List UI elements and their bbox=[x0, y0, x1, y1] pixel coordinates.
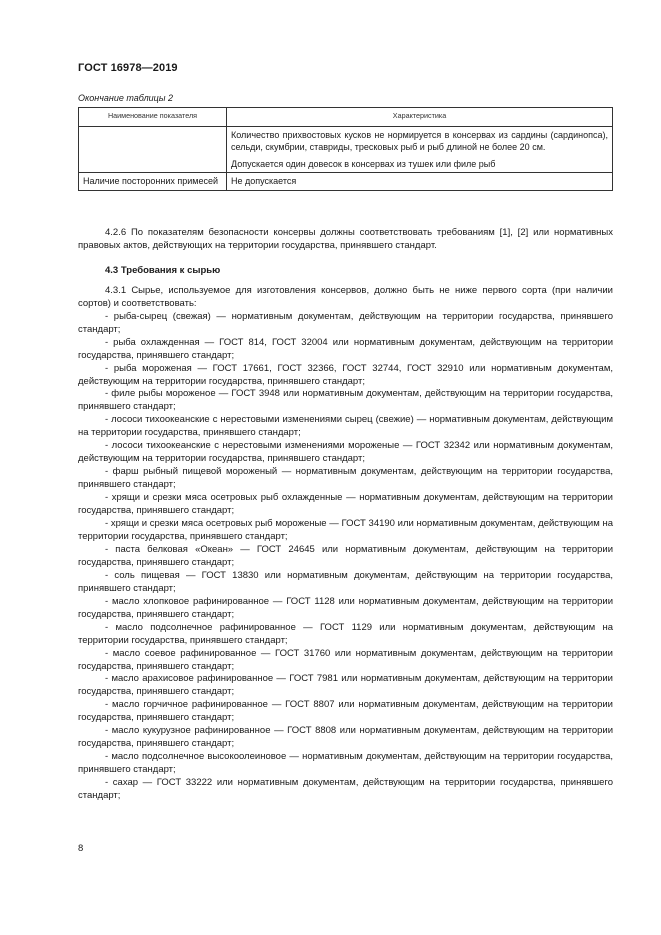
paragraph-4-3-1: 4.3.1 Сырье, используемое для изготовления консервов, должно быть не ниже первого сорта (при наличии сортов) и соответствовать: bbox=[78, 284, 613, 309]
list-item: - рыба охлажденная — ГОСТ 814, ГОСТ 32004 или нормативным документам, действующим на территории государства, принявшего стандарт; bbox=[78, 336, 613, 361]
list-item: - сахар — ГОСТ 33222 или нормативным документам, действующим на территории государства, принявшего стандарт; bbox=[78, 777, 613, 802]
page-number: 8 bbox=[78, 843, 84, 854]
table-cell-name: Наличие посторонних примесей bbox=[79, 173, 227, 191]
list-item: - масло горчичное рафинированное — ГОСТ 8807 или нормативным документам, действующим на территории государства, принявшего стандарт; bbox=[78, 699, 613, 724]
list-item: - масло подсолнечное высокоолеиновое — нормативным документам, действующим на территории государства, принявшего стандарт; bbox=[78, 751, 613, 776]
cell-paragraph: Количество прихвостовых кусков не нормируется в консервах из сардины (сардинопса), сельди, скумбрии, ставриды, тресковых рыб и рыб длиной не более 20 см. bbox=[231, 129, 608, 153]
spec-table bbox=[78, 107, 613, 191]
table-header-row bbox=[79, 108, 613, 127]
cell-paragraph: Не допускается bbox=[231, 176, 297, 187]
list-item: - паста белковая «Океан» — ГОСТ 24645 или нормативным документам, действующим на территории государства, принявшего стандарт; bbox=[78, 543, 613, 568]
list-item: - масло подсолнечное рафинированное — ГОСТ 1129 или нормативным документам, действующим на территории государства, принявшего стандарт; bbox=[78, 621, 613, 646]
column-header-characteristic: Характеристика bbox=[227, 108, 613, 127]
body-text bbox=[78, 227, 613, 803]
column-header-name: Наименование показателя bbox=[79, 108, 227, 127]
list-item: - соль пищевая — ГОСТ 13830 или нормативным документам, действующим на территории государства, принявшего стандарт; bbox=[78, 569, 613, 594]
list-item: - масло соевое рафинированное — ГОСТ 31760 или нормативным документам, действующим на территории государства, принявшего стандарт; bbox=[78, 647, 613, 672]
table-row bbox=[79, 126, 613, 173]
table-caption: Окончание таблицы 2 bbox=[78, 93, 173, 103]
list-item: - лососи тихоокеанские с нерестовыми изменениями мороженые — ГОСТ 32342 или нормативным документам, действующим на территории государства, принявшего стандарт; bbox=[78, 440, 613, 465]
document-id-header: ГОСТ 16978—2019 bbox=[78, 62, 178, 74]
list-item: - фарш рыбный пищевой мороженый — нормативным документам, действующим на территории государства, принявшего стандарт; bbox=[78, 466, 613, 491]
list-item: - филе рыбы мороженое — ГОСТ 3948 или нормативным документам, действующим на территории государства, принявшего стандарт; bbox=[78, 388, 613, 413]
section-heading-4-3: 4.3 Требования к сырью bbox=[105, 264, 221, 276]
list-item: - рыба-сырец (свежая) — нормативным документам, действующим на территории государства, принявшего стандарт; bbox=[78, 310, 613, 335]
list-item: - масло хлопковое рафинированное — ГОСТ 1128 или нормативным документам, действующим на территории государства, принявшего стандарт; bbox=[78, 595, 613, 620]
table-row bbox=[79, 173, 613, 191]
cell-paragraph: Допускается один довесок в консервах из тушек или филе рыб bbox=[231, 158, 496, 169]
list-item: - рыба мороженая — ГОСТ 17661, ГОСТ 32366, ГОСТ 32744, ГОСТ 32910 или нормативным документам, действующим на территории государства, принявшего стандарт; bbox=[78, 362, 613, 387]
list-item: - хрящи и срезки мяса осетровых рыб охлажденные — нормативным документам, действующим на территории государства, принявшего стандарт; bbox=[78, 492, 613, 517]
paragraph-4-2-6: 4.2.6 По показателям безопасности консервы должны соответствовать требованиям [1], [2] или нормативных правовых актов, действующих на территории государства, принявшего стандарт. bbox=[78, 227, 613, 251]
table-cell-characteristic bbox=[227, 126, 613, 173]
list-item: - масло кукурузное рафинированное — ГОСТ 8808 или нормативным документам, действующим на территории государства, принявшего стандарт; bbox=[78, 725, 613, 750]
list-item: - масло арахисовое рафинированное — ГОСТ 7981 или нормативным документам, действующим на территории государства, принявшего стандарт; bbox=[78, 673, 613, 698]
table-cell-name bbox=[79, 126, 227, 173]
list-item: - лососи тихоокеанские с нерестовыми изменениями сырец (свежие) — нормативным документам, действующим на территории государства, принявшего стандарт; bbox=[78, 414, 613, 439]
list-item: - хрящи и срезки мяса осетровых рыб мороженые — ГОСТ 34190 или нормативным документам, действующим на территории государства, принявшего стандарт; bbox=[78, 518, 613, 542]
table-cell-characteristic bbox=[227, 173, 613, 191]
